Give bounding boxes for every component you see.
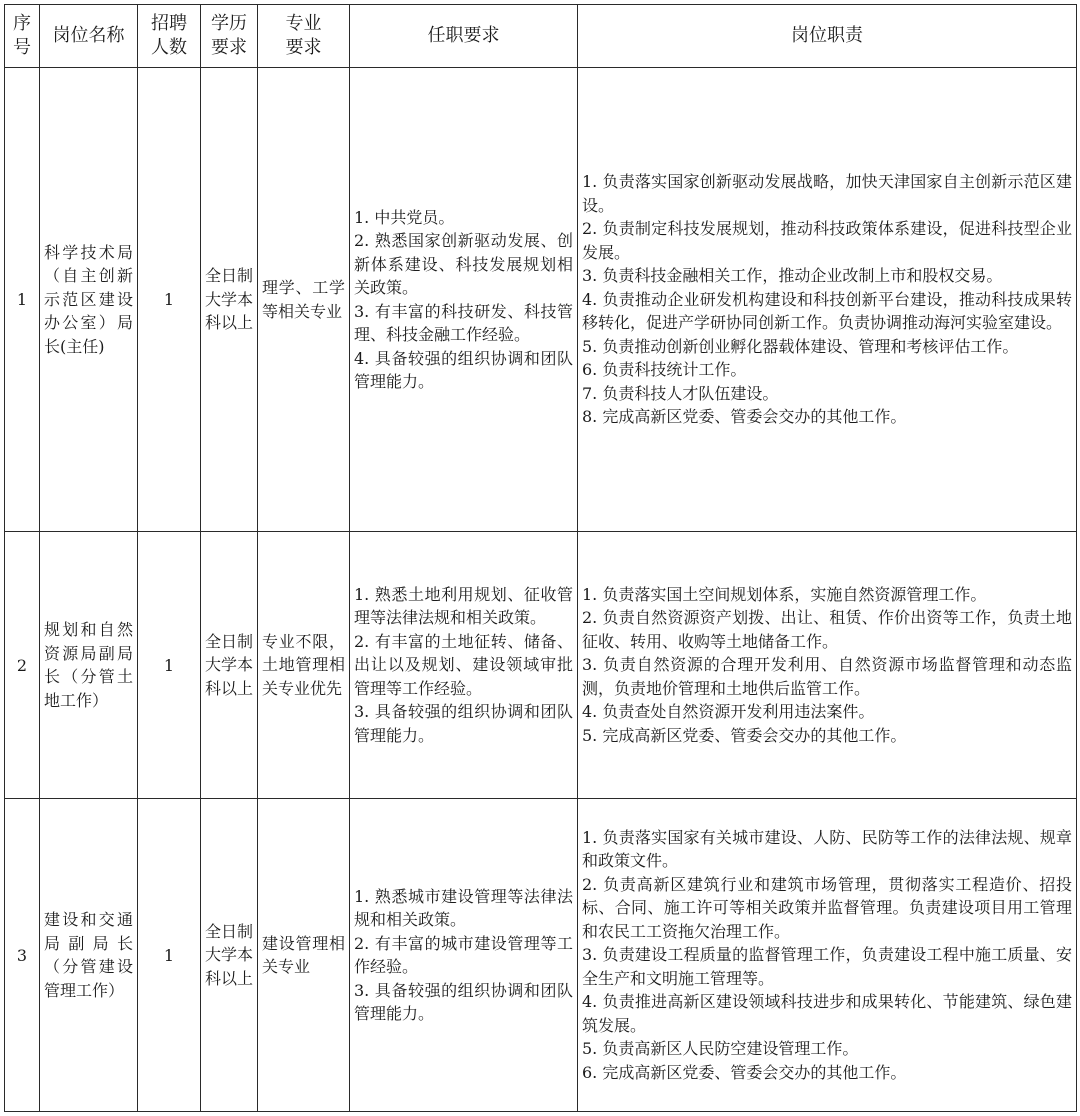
duty-item: 1. 负责落实国家创新驱动发展战略，加快天津国家自主创新示范区建设。 (582, 172, 1072, 215)
duty-item: 8. 完成高新区党委、管委会交办的其他工作。 (582, 407, 907, 427)
requirement-item: 1. 中共党员。 (354, 207, 455, 227)
requirement-item: 2. 有丰富的土地征转、储备、出让以及规划、建设领域审批管理等工作经验。 (354, 631, 573, 698)
row-duties (578, 532, 1077, 799)
duty-item: 7. 负责科技人才队伍建设。 (582, 383, 779, 403)
header-hire-count: 招聘 人数 (138, 5, 201, 68)
row-position-name: 建设和交通局副局长（分管建设管理工作） (40, 799, 138, 1112)
row-hire-count: 1 (138, 799, 201, 1112)
requirement-item: 3. 有丰富的科技研发、科技管理、科技金融工作经验。 (354, 301, 573, 344)
row-requirements (350, 532, 578, 799)
duty-item: 2. 负责自然资源资产划拨、出让、租赁、作价出资等工作，负责土地征收、转用、收购等土地储备工作。 (582, 608, 1072, 651)
duty-item: 6. 负责科技统计工作。 (582, 360, 747, 380)
requirement-item: 2. 有丰富的城市建设管理等工作经验。 (354, 933, 573, 976)
duty-item: 4. 负责推进高新区建设领域科技进步和成果转化、节能建筑、绿色建筑发展。 (582, 992, 1072, 1035)
duty-item: 3. 负责建设工程质量的监督管理工作，负责建设工程中施工质量、安全生产和文明施工管理等。 (582, 945, 1072, 988)
header-major: 专业 要求 (258, 5, 350, 68)
row-major: 建设管理相关专业 (258, 799, 350, 1112)
row-education: 全日制大学本科以上 (201, 532, 258, 799)
row-major: 理学、工学等相关专业 (258, 68, 350, 532)
requirement-item: 3. 具备较强的组织协调和团队管理能力。 (354, 980, 573, 1023)
duty-item: 1. 负责落实国土空间规划体系，实施自然资源管理工作。 (582, 584, 987, 604)
header-position-name: 岗位名称 (40, 5, 138, 68)
header-education: 学历 要求 (201, 5, 258, 68)
duty-item: 3. 负责科技金融相关工作，推动企业改制上市和股权交易。 (582, 266, 1003, 286)
row-position-name: 规划和自然资源局副局长（分管土地工作） (40, 532, 138, 799)
row-index: 3 (5, 799, 40, 1112)
header-requirements: 任职要求 (350, 5, 578, 68)
table-row (5, 799, 1077, 1112)
row-duties (578, 68, 1077, 532)
duty-item: 5. 完成高新区党委、管委会交办的其他工作。 (582, 725, 907, 745)
row-index: 2 (5, 532, 40, 799)
requirement-item: 4. 具备较强的组织协调和团队管理能力。 (354, 348, 573, 391)
row-major: 专业不限，土地管理相关专业优先 (258, 532, 350, 799)
duty-item: 4. 负责查处自然资源开发利用违法案件。 (582, 702, 875, 722)
duty-item: 5. 负责推动创新创业孵化器载体建设、管理和考核评估工作。 (582, 336, 1019, 356)
requirement-item: 2. 熟悉国家创新驱动发展、创新体系建设、科技发展规划相关政策。 (354, 231, 573, 297)
requirement-item: 1. 熟悉城市建设管理等法律法规和相关政策。 (354, 886, 573, 929)
duty-item: 5. 负责高新区人民防空建设管理工作。 (582, 1039, 859, 1059)
requirement-item: 3. 具备较强的组织协调和团队管理能力。 (354, 702, 573, 745)
job-table (4, 4, 1077, 1112)
table-row (5, 68, 1077, 532)
row-position-name: 科学技术局（自主创新示范区建设办公室）局长(主任) (40, 68, 138, 532)
row-index: 1 (5, 68, 40, 532)
row-duties (578, 799, 1077, 1112)
table-row (5, 532, 1077, 799)
requirement-item: 1. 熟悉土地利用规划、征收管理等法律法规和相关政策。 (354, 584, 573, 628)
duty-item: 2. 负责制定科技发展规划，推动科技政策体系建设，促进科技型企业发展。 (582, 219, 1072, 262)
row-requirements (350, 68, 578, 532)
duty-item: 6. 完成高新区党委、管委会交办的其他工作。 (582, 1062, 907, 1082)
header-duties: 岗位职责 (578, 5, 1077, 68)
header-row (5, 5, 1077, 68)
header-index: 序 号 (5, 5, 40, 68)
duty-item: 4. 负责推动企业研发机构建设和科技创新平台建设，推动科技成果转移转化，促进产学研协同创新工作。负责协调推动海河实验室建设。 (582, 289, 1072, 333)
duty-item: 1. 负责落实国家有关城市建设、人防、民防等工作的法律法规、规章和政策文件。 (582, 827, 1072, 871)
row-requirements (350, 799, 578, 1112)
row-hire-count: 1 (138, 68, 201, 532)
row-education: 全日制大学本科以上 (201, 799, 258, 1112)
row-hire-count: 1 (138, 532, 201, 799)
row-education: 全日制大学本科以上 (201, 68, 258, 532)
duty-item: 3. 负责自然资源的合理开发利用、自然资源市场监督管理和动态监测，负责地价管理和土地供后监管工作。 (582, 655, 1072, 698)
duty-item: 2. 负责高新区建筑行业和建筑市场管理，贯彻落实工程造价、招投标、合同、施工许可等相关政策并监督管理。负责建设项目用工管理和农民工工资拖欠治理工作。 (582, 874, 1072, 941)
